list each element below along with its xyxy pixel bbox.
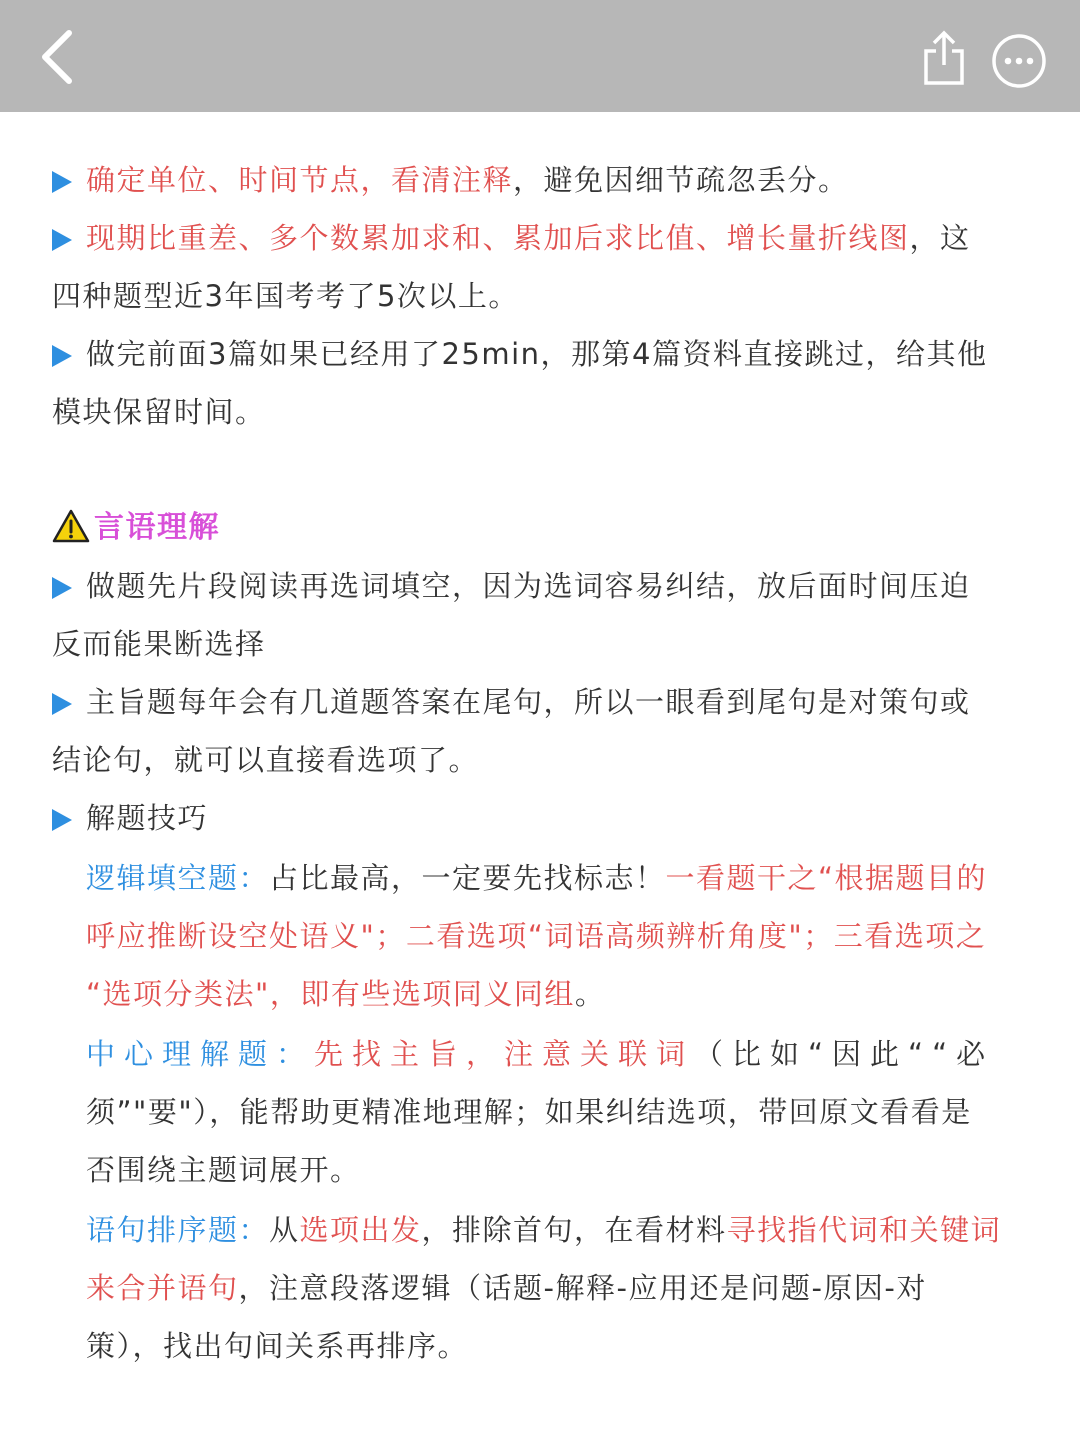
body-text: 模块保留时间。: [52, 395, 266, 429]
data-tip-2: [52, 209, 1032, 267]
center-idea-tip-cont-2: [86, 1141, 1032, 1199]
logic-fill-tip-cont: [86, 907, 1032, 965]
warning-icon: [52, 505, 90, 563]
back-button[interactable]: [22, 22, 92, 92]
logic-fill-tip-cont-2: [86, 965, 1032, 1023]
verbal-tip-2: [52, 673, 1032, 731]
bullet-triangle-icon: [52, 171, 72, 193]
body-text: ，排除首句，在看材料: [421, 1213, 727, 1247]
center-idea-tip-cont: [86, 1083, 1032, 1141]
verbal-tip-3: [52, 789, 1032, 847]
highlight-text: 现期比重差、多个数累加求和、累加后求比值、增长量折线图: [86, 221, 910, 255]
bullet-triangle-icon: [52, 809, 72, 831]
highlight-text: 来合并语句: [86, 1271, 239, 1305]
bullet-triangle-icon: [52, 345, 72, 367]
highlight-text: 确定单位、时间节点，看清注释: [86, 163, 514, 197]
body-text: 。: [574, 977, 606, 1011]
body-text: 占比最高，一定要先找标志！: [269, 861, 666, 895]
body-text: ，注意段落逻辑（话题-解释-应用还是问题-原因-对: [238, 1271, 927, 1305]
sentence-order-tip: [86, 1201, 1032, 1259]
body-text: 否围绕主题词展开。: [86, 1153, 361, 1187]
body-text: 从: [269, 1213, 300, 1247]
highlight-text: 呼应推断设空处语义"；二看选项“词语高频辨析角度"；三看选项之: [86, 919, 987, 953]
body-text: 须”"要"），能帮助更精准地理解；如果纠结选项，带回原文看看是: [86, 1095, 972, 1129]
data-tip-2-cont: [52, 267, 1032, 325]
body-text: 四种题型近3年国考考了5次以上。: [52, 279, 519, 313]
highlight-text: 一看题干之“根据题目的: [665, 861, 988, 895]
body-text: ，这: [909, 221, 971, 255]
tip-label: 逻辑填空题：: [86, 861, 270, 895]
body-text: （比如“因此““必: [694, 1037, 995, 1071]
logic-fill-tip: [86, 849, 1032, 907]
verbal-tip-2-cont: [52, 731, 1032, 789]
body-text: 策），找出句间关系再排序。: [86, 1329, 469, 1363]
chevron-left-icon: [37, 29, 77, 85]
bullet-triangle-icon: [52, 577, 72, 599]
more-button[interactable]: [990, 32, 1048, 90]
data-tip-3-cont: [52, 383, 1032, 441]
body-text: 解题技巧: [86, 801, 209, 835]
data-tip-3: [52, 325, 1032, 383]
verbal-tip-1-cont: [52, 615, 1032, 673]
body-text: 做完前面3篇如果已经用了25min，那第4篇资料直接跳过，给其他: [86, 337, 988, 371]
body-text: 主旨题每年会有几道题答案在尾句，所以一眼看到尾句是对策句或: [86, 685, 971, 719]
verbal-tip-1: [52, 557, 1032, 615]
share-icon: [921, 29, 967, 87]
highlight-text: “选项分类法"，即有些选项同义同组: [86, 977, 575, 1011]
highlight-text: 先找主旨，注意关联词: [314, 1037, 695, 1071]
highlight-text: 选项出发: [299, 1213, 422, 1247]
share-button[interactable]: [912, 24, 976, 92]
bullet-triangle-icon: [52, 229, 72, 251]
body-text: 反而能果断选择: [52, 627, 266, 661]
sentence-order-tip-cont: [86, 1259, 1032, 1317]
bullet-triangle-icon: [52, 693, 72, 715]
tip-label: 中心理解题：: [86, 1037, 315, 1071]
body-text: ，避免因细节疏忽丢分。: [513, 163, 849, 197]
highlight-text: 寻找指代词和关键词: [726, 1213, 1002, 1247]
more-horizontal-icon: [991, 33, 1047, 89]
top-toolbar: [0, 0, 1080, 112]
sentence-order-tip-cont-2: [86, 1317, 1032, 1375]
center-idea-tip: [86, 1025, 1032, 1083]
body-text: 结论句，就可以直接看选项了。: [52, 743, 480, 777]
section-heading-verbal: [52, 499, 1032, 557]
body-text: 做题先片段阅读再选词填空，因为选词容易纠结，放后面时间压迫: [86, 569, 971, 603]
tip-label: 语句排序题：: [86, 1213, 270, 1247]
data-tip-1: [52, 151, 1032, 209]
section-title: 言语理解: [94, 510, 220, 545]
